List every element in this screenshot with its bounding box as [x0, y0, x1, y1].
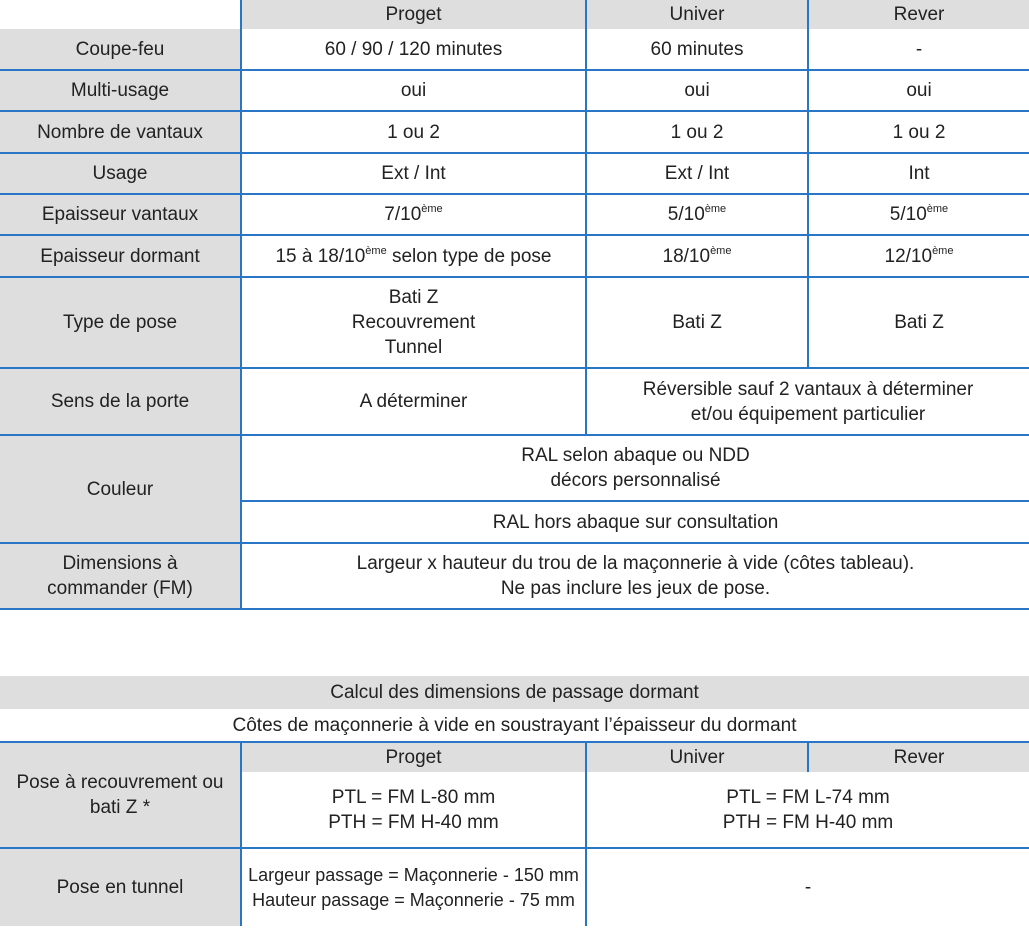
cell-usage-proget: Ext / Int [241, 153, 586, 194]
formula-line: Hauteur passage = Maçonnerie - 75 mm [252, 889, 575, 910]
formula-line: PTL = FM L-80 mm [331, 786, 496, 808]
couleur-line: décors personnalisé [550, 470, 721, 491]
row-label-nombre-vantaux: Nombre de vantaux [0, 111, 241, 153]
cell-multi-usage-rever: oui [808, 70, 1029, 111]
cell-sens-porte-proget: A déterminer [241, 368, 586, 435]
cell-nombre-vantaux-univer: 1 ou 2 [586, 111, 808, 153]
recouvrement-label-line: bati Z * [89, 797, 151, 818]
type-pose-line: Tunnel [384, 337, 443, 358]
cell-nombre-vantaux-rever: 1 ou 2 [808, 111, 1029, 153]
cell-tunnel-proget [241, 848, 586, 926]
column-header-proget: Proget [241, 742, 586, 772]
row-label-tunnel: Pose en tunnel [0, 848, 241, 926]
cell-tunnel-univer-rever: - [586, 848, 1029, 926]
cell-multi-usage-univer: oui [586, 70, 808, 111]
cell-epaisseur-vantaux-proget: 7/10ème [241, 194, 586, 235]
cell-epaisseur-vantaux-univer: 5/10ème [586, 194, 808, 235]
cell-type-pose-univer: Bati Z [586, 277, 808, 368]
cell-epaisseur-dormant-univer: 18/10ème [586, 235, 808, 277]
formula-line: Largeur passage = Maçonnerie - 150 mm [248, 864, 579, 885]
row-label-couleur: Couleur [0, 435, 241, 543]
type-pose-line: Bati Z [388, 287, 439, 308]
cell-coupe-feu-univer: 60 minutes [586, 29, 808, 70]
cell-couleur-line1 [241, 435, 1029, 501]
cell-epaisseur-dormant-rever: 12/10ème [808, 235, 1029, 277]
cell-coupe-feu-proget: 60 / 90 / 120 minutes [241, 29, 586, 70]
dimensions-line: Largeur x hauteur du trou de la maçonnerie à vide (côtes tableau). [356, 553, 915, 574]
row-label-usage: Usage [0, 153, 241, 194]
couleur-line: RAL selon abaque ou NDD [521, 445, 750, 466]
dimensions-label-line: Dimensions à [62, 553, 178, 574]
row-label-epaisseur-vantaux: Epaisseur vantaux [0, 194, 241, 235]
cell-multi-usage-proget: oui [241, 70, 586, 111]
cell-usage-univer: Ext / Int [586, 153, 808, 194]
row-label-epaisseur-dormant: Epaisseur dormant [0, 235, 241, 277]
cell-type-pose-rever: Bati Z [808, 277, 1029, 368]
formula-line: PTH = FM H-40 mm [328, 811, 499, 833]
dimensions-line: Ne pas inclure les jeux de pose. [500, 578, 771, 599]
sens-porte-line: et/ou équipement particulier [690, 403, 926, 425]
column-header-univer: Univer [586, 742, 808, 772]
formula-line: PTH = FM H-40 mm [722, 811, 894, 833]
cell-recouvrement-univer-rever [586, 772, 1029, 848]
cell-nombre-vantaux-proget: 1 ou 2 [241, 111, 586, 153]
cell-recouvrement-proget [241, 772, 586, 848]
table-title: Calcul des dimensions de passage dormant [0, 676, 1029, 709]
cell-dimensions-value [241, 543, 1029, 609]
cell-epaisseur-dormant-proget: 15 à 18/10ème selon type de pose [241, 235, 586, 277]
cell-coupe-feu-rever: - [808, 29, 1029, 70]
table-subtitle: Côtes de maçonnerie à vide en soustrayant l’épaisseur du dormant [0, 709, 1029, 742]
row-label-dimensions [0, 543, 241, 609]
row-label-multi-usage: Multi-usage [0, 70, 241, 111]
type-pose-line: Recouvrement [351, 312, 476, 333]
cell-couleur-line2: RAL hors abaque sur consultation [241, 501, 1029, 543]
row-label-type-pose: Type de pose [0, 277, 241, 368]
passage-dimensions-table [0, 676, 1029, 926]
corner-cell [0, 0, 241, 29]
row-label-recouvrement [0, 742, 241, 848]
column-header-univer: Univer [586, 0, 808, 29]
column-header-proget: Proget [241, 0, 586, 29]
column-header-rever: Rever [808, 742, 1029, 772]
cell-sens-porte-univer-rever [586, 368, 1029, 435]
row-label-sens-porte: Sens de la porte [0, 368, 241, 435]
cell-epaisseur-vantaux-rever: 5/10ème [808, 194, 1029, 235]
sens-porte-line: Réversible sauf 2 vantaux à déterminer [642, 378, 974, 400]
dimensions-label-line: commander (FM) [47, 578, 193, 599]
recouvrement-label-line: Pose à recouvrement ou [16, 772, 224, 793]
cell-usage-rever: Int [808, 153, 1029, 194]
column-header-rever: Rever [808, 0, 1029, 29]
cell-type-pose-proget [241, 277, 586, 368]
row-label-coupe-feu: Coupe-feu [0, 29, 241, 70]
formula-line: PTL = FM L-74 mm [726, 786, 890, 808]
